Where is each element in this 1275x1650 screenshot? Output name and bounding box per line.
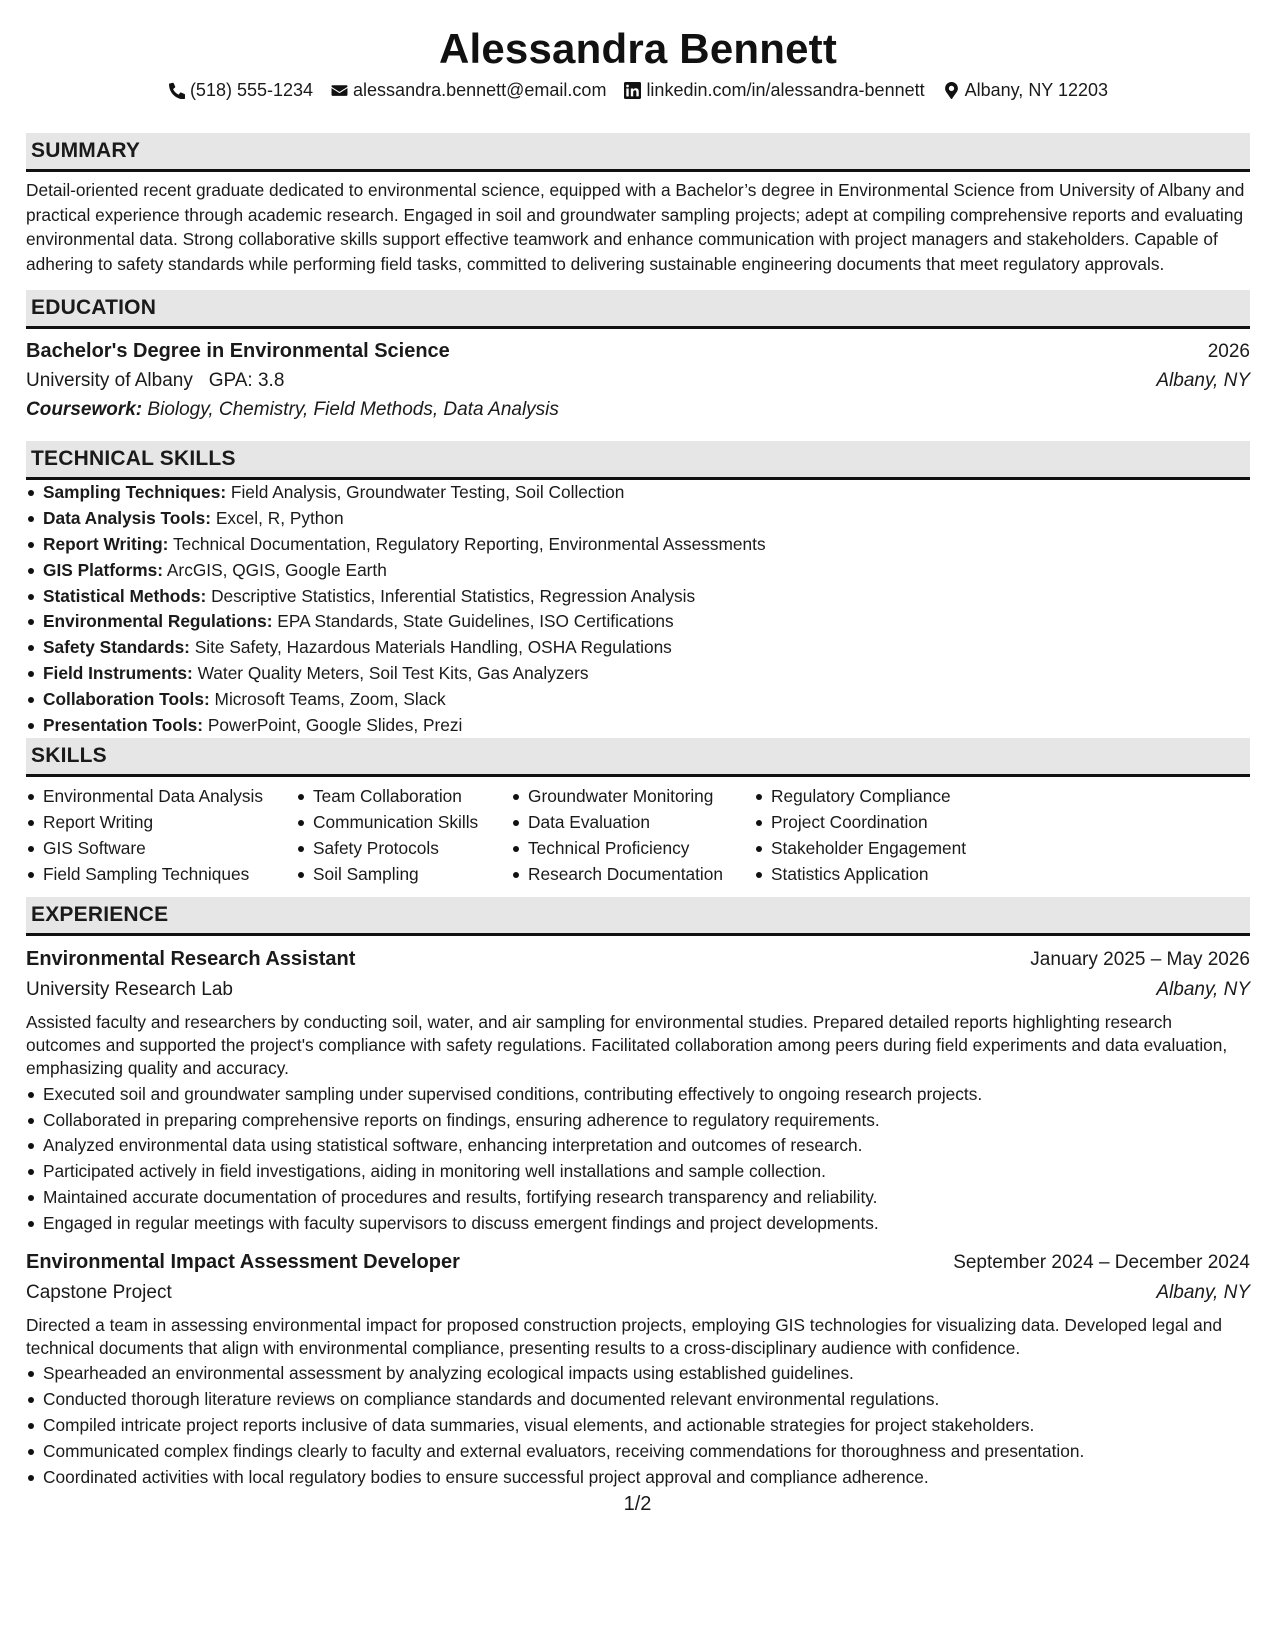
list-item: GIS Platforms: ArcGIS, QGIS, Google Earth	[43, 558, 1250, 584]
list-item: Collaborated in preparing comprehensive reports on findings, ensuring adherence to regulatory requirements.	[43, 1108, 1250, 1134]
technical-skills-list	[26, 480, 1250, 738]
education-entry	[26, 337, 1250, 424]
list-item: Data Evaluation	[528, 810, 754, 836]
skills-column	[296, 784, 511, 887]
list-item: Environmental Regulations: EPA Standards, State Guidelines, ISO Certifications	[43, 609, 1250, 635]
list-item: Research Documentation	[528, 862, 754, 888]
contact-email[interactable]	[331, 78, 606, 102]
experience-entry	[26, 1247, 1250, 1491]
list-item: Executed soil and groundwater sampling under supervised conditions, contributing effectively to ongoing research projects.	[43, 1082, 1250, 1108]
envelope-icon	[331, 82, 348, 99]
coursework-line	[26, 395, 1250, 424]
school-name: University of Albany	[26, 370, 193, 392]
education-heading: EDUCATION	[26, 290, 1250, 329]
list-item: Presentation Tools: PowerPoint, Google Slides, Prezi	[43, 713, 1250, 739]
list-item: Project Coordination	[771, 810, 966, 836]
list-item: Participated actively in field investigations, aiding in monitoring well installations and sample collection.	[43, 1159, 1250, 1185]
list-item: Spearheaded an environmental assessment by analyzing ecological impacts using established guidelines.	[43, 1361, 1250, 1387]
job-location: Albany, NY	[1156, 978, 1250, 1000]
job-dates: September 2024 – December 2024	[953, 1251, 1250, 1273]
list-item: Communication Skills	[313, 810, 511, 836]
contact-phone[interactable]	[168, 78, 313, 102]
candidate-name: Alessandra Bennett	[438, 25, 838, 72]
job-description: Directed a team in assessing environmental impact for proposed construction projects, employing GIS technologies for visualizing data. Developed legal and technical documents that align with environmental compliance, presenting results to a cross-disciplinary audience with confidence.	[26, 1314, 1222, 1358]
summary-heading: SUMMARY	[26, 133, 1250, 172]
list-item: Report Writing	[43, 810, 296, 836]
list-item: Field Sampling Techniques	[43, 862, 296, 888]
job-bullets	[26, 1082, 1250, 1237]
gpa: GPA: 3.8	[208, 370, 285, 392]
list-item: Technical Proficiency	[528, 836, 754, 862]
list-item: Safety Protocols	[313, 836, 511, 862]
location-text: Albany, NY 12203	[964, 80, 1109, 100]
list-item: Analyzed environmental data using statistical software, enhancing interpretation and outcomes of research.	[43, 1133, 1250, 1159]
phone-icon	[168, 82, 185, 99]
phone-text: (518) 555-1234	[189, 80, 314, 100]
list-item: Environmental Data Analysis	[43, 784, 296, 810]
list-item: Groundwater Monitoring	[528, 784, 754, 810]
list-item: Team Collaboration	[313, 784, 511, 810]
experience-entry	[26, 944, 1250, 1237]
coursework-list: Biology, Chemistry, Field Methods, Data Analysis	[147, 399, 559, 421]
list-item: Field Instruments: Water Quality Meters, Soil Test Kits, Gas Analyzers	[43, 661, 1250, 687]
list-item: Statistical Methods: Descriptive Statistics, Inferential Statistics, Regression Analysis	[43, 584, 1250, 610]
list-item: Data Analysis Tools: Excel, R, Python	[43, 506, 1250, 532]
list-item: Safety Standards: Site Safety, Hazardous Materials Handling, OSHA Regulations	[43, 635, 1250, 661]
list-item: GIS Software	[43, 836, 296, 862]
job-location: Albany, NY	[1156, 1281, 1250, 1303]
linkedin-icon	[624, 82, 641, 99]
skills-column	[511, 784, 754, 887]
list-item: Stakeholder Engagement	[771, 836, 966, 862]
list-item: Sampling Techniques: Field Analysis, Groundwater Testing, Soil Collection	[43, 480, 1250, 506]
job-description: Assisted faculty and researchers by conducting soil, water, and air sampling for environmental studies. Prepared detailed reports highlighting research outcomes and supported the project's compliance with safety regulations. Facilitated collaboration among peers during field experiments and data evaluation, emphasizing quality and accuracy.	[26, 1011, 1228, 1079]
skills-grid	[26, 784, 1250, 887]
resume-page	[26, 0, 1250, 1490]
list-item: Statistics Application	[771, 862, 966, 888]
list-item: Communicated complex findings clearly to faculty and external evaluators, receiving commendations for thoroughness and presentation.	[43, 1439, 1250, 1465]
contact-location	[943, 78, 1108, 102]
school-line	[26, 366, 284, 395]
list-item: Report Writing: Technical Documentation, Regulatory Reporting, Environmental Assessments	[43, 532, 1250, 558]
skills-column	[26, 784, 296, 887]
list-item: Regulatory Compliance	[771, 784, 966, 810]
skills-heading: SKILLS	[26, 738, 1250, 777]
coursework-label: Coursework:	[26, 399, 143, 421]
list-item: Collaboration Tools: Microsoft Teams, Zoom, Slack	[43, 687, 1250, 713]
list-item: Engaged in regular meetings with faculty supervisors to discuss emergent findings and project developments.	[43, 1211, 1250, 1237]
job-organization: University Research Lab	[26, 978, 233, 1000]
experience-heading: EXPERIENCE	[26, 897, 1250, 936]
job-organization: Capstone Project	[26, 1281, 172, 1303]
page-number: 1/2	[623, 1493, 652, 1515]
job-title: Environmental Research Assistant	[26, 947, 356, 970]
summary-text: Detail-oriented recent graduate dedicated to environmental science, equipped with a Bachelor’s degree in Environmental Science from University of Albany and practical experience through academic research. Engaged in soil and groundwater sampling projects; adept at compiling comprehensive reports and evaluating environmental data. Strong collaborative skills support effective teamwork and enhance communication with project managers and stakeholders. Capable of adhering to safety standards while performing field tasks, committed to delivering sustainable engineering documents that meet regulatory approvals.	[26, 180, 1245, 274]
linkedin-text: linkedin.com/in/alessandra-bennett	[646, 80, 925, 100]
job-title: Environmental Impact Assessment Developer	[26, 1250, 460, 1273]
list-item: Compiled intricate project reports inclusive of data summaries, visual elements, and actionable strategies for project stakeholders.	[43, 1413, 1250, 1439]
list-item: Coordinated activities with local regulatory bodies to ensure successful project approval and compliance adherence.	[43, 1465, 1250, 1491]
degree-title: Bachelor's Degree in Environmental Science	[26, 340, 450, 363]
job-bullets	[26, 1361, 1250, 1490]
school-location: Albany, NY	[1156, 370, 1250, 392]
technical-skills-heading: TECHNICAL SKILLS	[26, 441, 1250, 480]
list-item: Soil Sampling	[313, 862, 511, 888]
contact-bar	[26, 78, 1250, 102]
map-pin-icon	[943, 82, 960, 99]
skills-column	[754, 784, 966, 887]
list-item: Maintained accurate documentation of procedures and results, fortifying research transparency and reliability.	[43, 1185, 1250, 1211]
email-text: alessandra.bennett@email.com	[353, 80, 607, 100]
job-dates: January 2025 – May 2026	[1030, 948, 1250, 970]
list-item: Conducted thorough literature reviews on compliance standards and documented relevant environmental regulations.	[43, 1387, 1250, 1413]
contact-linkedin[interactable]	[624, 78, 924, 102]
graduation-year: 2026	[1207, 341, 1250, 363]
